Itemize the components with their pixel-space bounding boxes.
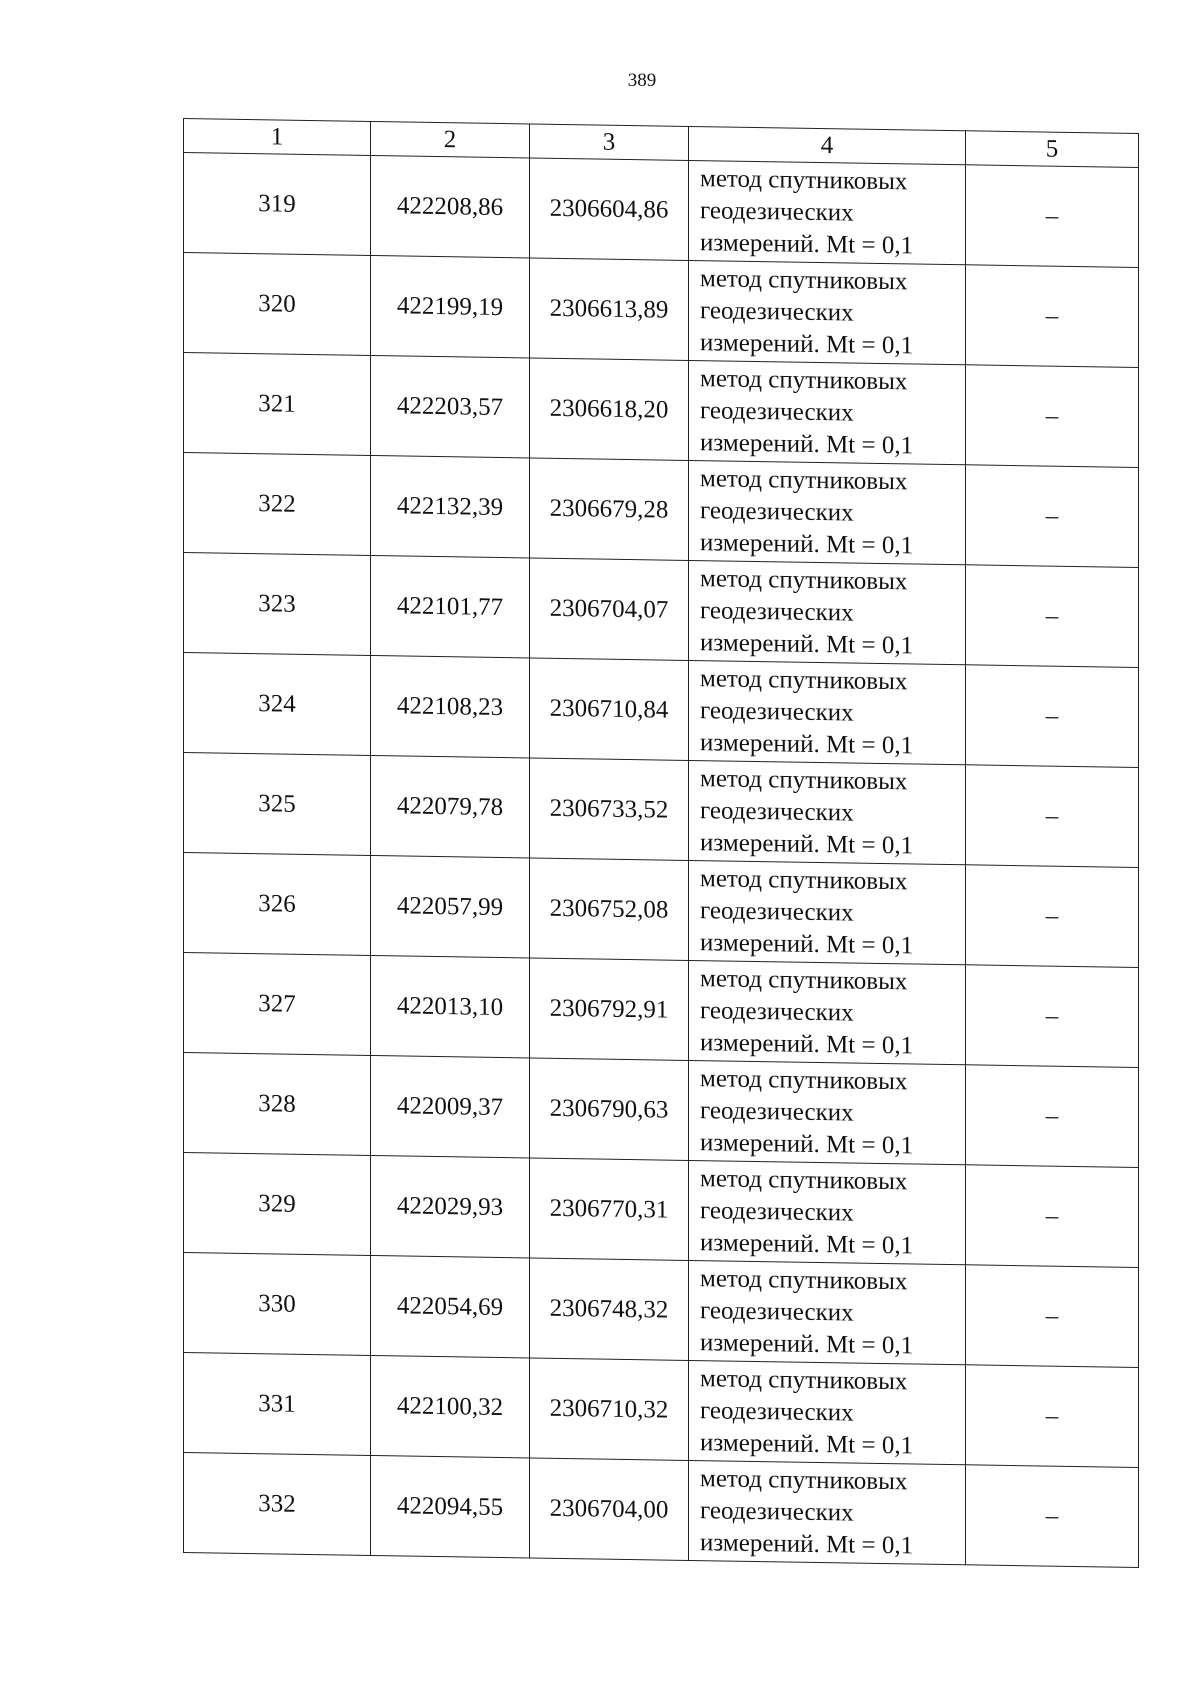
- method-cell: [689, 660, 966, 764]
- point-number-cell: 324: [184, 653, 371, 756]
- x-coordinate-cell: 422208,86: [371, 155, 530, 257]
- point-number-cell: 332: [184, 1453, 371, 1556]
- x-coordinate-cell: 422199,19: [371, 255, 530, 357]
- point-number-cell: 325: [184, 753, 371, 856]
- method-line: геодезических: [700, 796, 854, 827]
- header-col-2: 2: [371, 121, 530, 157]
- y-coordinate-cell: 2306604,86: [530, 158, 689, 260]
- note-cell: –: [966, 865, 1139, 968]
- x-coordinate-cell: 422132,39: [371, 455, 530, 557]
- y-coordinate-cell: 2306792,91: [530, 958, 689, 1060]
- note-cell: –: [966, 565, 1139, 668]
- method-line: геодезических: [700, 1196, 854, 1227]
- point-number-cell: 323: [184, 553, 371, 656]
- note-cell: –: [966, 265, 1139, 368]
- note-cell: –: [966, 165, 1139, 268]
- header-col-1: 1: [184, 119, 371, 156]
- point-number-cell: 322: [184, 453, 371, 556]
- method-cell: [689, 1460, 966, 1564]
- method-line: метод спутниковых: [700, 1364, 908, 1395]
- y-coordinate-cell: 2306679,28: [530, 458, 689, 560]
- note-cell: –: [966, 965, 1139, 1068]
- method-line: геодезических: [700, 696, 854, 727]
- method-line: метод спутниковых: [700, 764, 908, 795]
- y-coordinate-cell: 2306704,07: [530, 558, 689, 660]
- y-coordinate-cell: 2306748,32: [530, 1258, 689, 1360]
- y-coordinate-cell: 2306704,00: [530, 1458, 689, 1560]
- method-line: метод спутниковых: [700, 264, 908, 295]
- x-coordinate-cell: 422029,93: [371, 1155, 530, 1257]
- note-cell: –: [966, 1265, 1139, 1368]
- note-cell: –: [966, 1465, 1139, 1568]
- method-line: геодезических: [700, 1096, 854, 1127]
- x-coordinate-cell: 422013,10: [371, 955, 530, 1057]
- y-coordinate-cell: 2306770,31: [530, 1158, 689, 1260]
- method-line: измерений. Mt = 0,1: [700, 528, 914, 559]
- method-line: измерений. Mt = 0,1: [700, 1528, 914, 1559]
- x-coordinate-cell: 422094,55: [371, 1455, 530, 1557]
- method-cell: [689, 1260, 966, 1364]
- method-line: измерений. Mt = 0,1: [700, 1028, 914, 1059]
- table-row: [184, 753, 1139, 868]
- table-row: [184, 1253, 1139, 1368]
- point-number-cell: 328: [184, 1053, 371, 1156]
- point-number-cell: 319: [184, 153, 371, 256]
- x-coordinate-cell: 422101,77: [371, 555, 530, 657]
- method-line: метод спутниковых: [700, 1164, 908, 1195]
- table-body: [184, 153, 1139, 1568]
- method-line: измерений. Mt = 0,1: [700, 828, 914, 859]
- y-coordinate-cell: 2306733,52: [530, 758, 689, 860]
- point-number-cell: 327: [184, 953, 371, 1056]
- note-cell: –: [966, 665, 1139, 768]
- method-cell: [689, 760, 966, 864]
- method-line: измерений. Mt = 0,1: [700, 628, 914, 659]
- method-cell: [689, 860, 966, 964]
- y-coordinate-cell: 2306790,63: [530, 1058, 689, 1160]
- method-line: метод спутниковых: [700, 1264, 908, 1295]
- x-coordinate-cell: 422203,57: [371, 355, 530, 457]
- note-cell: –: [966, 1165, 1139, 1268]
- x-coordinate-cell: 422108,23: [371, 655, 530, 757]
- method-line: измерений. Mt = 0,1: [700, 428, 914, 459]
- method-line: измерений. Mt = 0,1: [700, 228, 914, 259]
- method-cell: [689, 1060, 966, 1164]
- note-cell: –: [966, 1365, 1139, 1468]
- header-col-5: 5: [966, 131, 1139, 168]
- y-coordinate-cell: 2306613,89: [530, 258, 689, 360]
- y-coordinate-cell: 2306710,84: [530, 658, 689, 760]
- method-line: геодезических: [700, 496, 854, 527]
- method-cell: [689, 160, 966, 264]
- table-row: [184, 253, 1139, 368]
- method-line: геодезических: [700, 296, 854, 327]
- method-cell: [689, 960, 966, 1064]
- method-line: метод спутниковых: [700, 164, 908, 195]
- point-number-cell: 321: [184, 353, 371, 456]
- method-line: измерений. Mt = 0,1: [700, 328, 914, 359]
- note-cell: –: [966, 765, 1139, 868]
- x-coordinate-cell: 422079,78: [371, 755, 530, 857]
- method-cell: [689, 260, 966, 364]
- table-row: [184, 553, 1139, 668]
- note-cell: –: [966, 365, 1139, 468]
- method-line: геодезических: [700, 1296, 854, 1327]
- point-number-cell: 326: [184, 853, 371, 956]
- point-number-cell: 330: [184, 1253, 371, 1356]
- method-cell: [689, 460, 966, 564]
- method-line: измерений. Mt = 0,1: [700, 1228, 914, 1259]
- method-line: измерений. Mt = 0,1: [700, 928, 914, 959]
- note-cell: –: [966, 1065, 1139, 1168]
- table-row: [184, 1453, 1139, 1568]
- method-line: метод спутниковых: [700, 864, 908, 895]
- page-number: 389: [627, 70, 657, 91]
- note-cell: –: [966, 465, 1139, 568]
- x-coordinate-cell: 422100,32: [371, 1355, 530, 1457]
- table-row: [184, 353, 1139, 468]
- coordinates-table: [183, 118, 1139, 1568]
- method-line: геодезических: [700, 196, 854, 227]
- method-line: метод спутниковых: [700, 1464, 908, 1495]
- method-cell: [689, 560, 966, 664]
- method-line: метод спутниковых: [700, 1064, 908, 1095]
- table-row: [184, 653, 1139, 768]
- x-coordinate-cell: 422054,69: [371, 1255, 530, 1357]
- method-cell: [689, 1360, 966, 1464]
- method-line: геодезических: [700, 896, 854, 927]
- table-row: [184, 853, 1139, 968]
- method-line: геодезических: [700, 396, 854, 427]
- method-line: измерений. Mt = 0,1: [700, 1128, 914, 1159]
- header-col-4: 4: [689, 126, 966, 164]
- table-row: [184, 1353, 1139, 1468]
- table-row: [184, 153, 1139, 268]
- x-coordinate-cell: 422009,37: [371, 1055, 530, 1157]
- table-row: [184, 1053, 1139, 1168]
- header-col-3: 3: [530, 124, 689, 160]
- method-line: измерений. Mt = 0,1: [700, 728, 914, 759]
- table-row: [184, 453, 1139, 568]
- point-number-cell: 320: [184, 253, 371, 356]
- x-coordinate-cell: 422057,99: [371, 855, 530, 957]
- point-number-cell: 329: [184, 1153, 371, 1256]
- y-coordinate-cell: 2306618,20: [530, 358, 689, 460]
- y-coordinate-cell: 2306752,08: [530, 858, 689, 960]
- method-cell: [689, 1160, 966, 1264]
- point-number-cell: 331: [184, 1353, 371, 1456]
- method-line: метод спутниковых: [700, 664, 908, 695]
- method-line: метод спутниковых: [700, 564, 908, 595]
- table-row: [184, 953, 1139, 1068]
- y-coordinate-cell: 2306710,32: [530, 1358, 689, 1460]
- table-row: [184, 1153, 1139, 1268]
- method-line: геодезических: [700, 596, 854, 627]
- method-line: геодезических: [700, 996, 854, 1027]
- method-line: метод спутниковых: [700, 464, 908, 495]
- method-line: геодезических: [700, 1396, 854, 1427]
- method-cell: [689, 360, 966, 464]
- method-line: измерений. Mt = 0,1: [700, 1428, 914, 1459]
- method-line: метод спутниковых: [700, 964, 908, 995]
- method-line: геодезических: [700, 1496, 854, 1527]
- method-line: метод спутниковых: [700, 364, 908, 395]
- method-line: измерений. Mt = 0,1: [700, 1328, 914, 1359]
